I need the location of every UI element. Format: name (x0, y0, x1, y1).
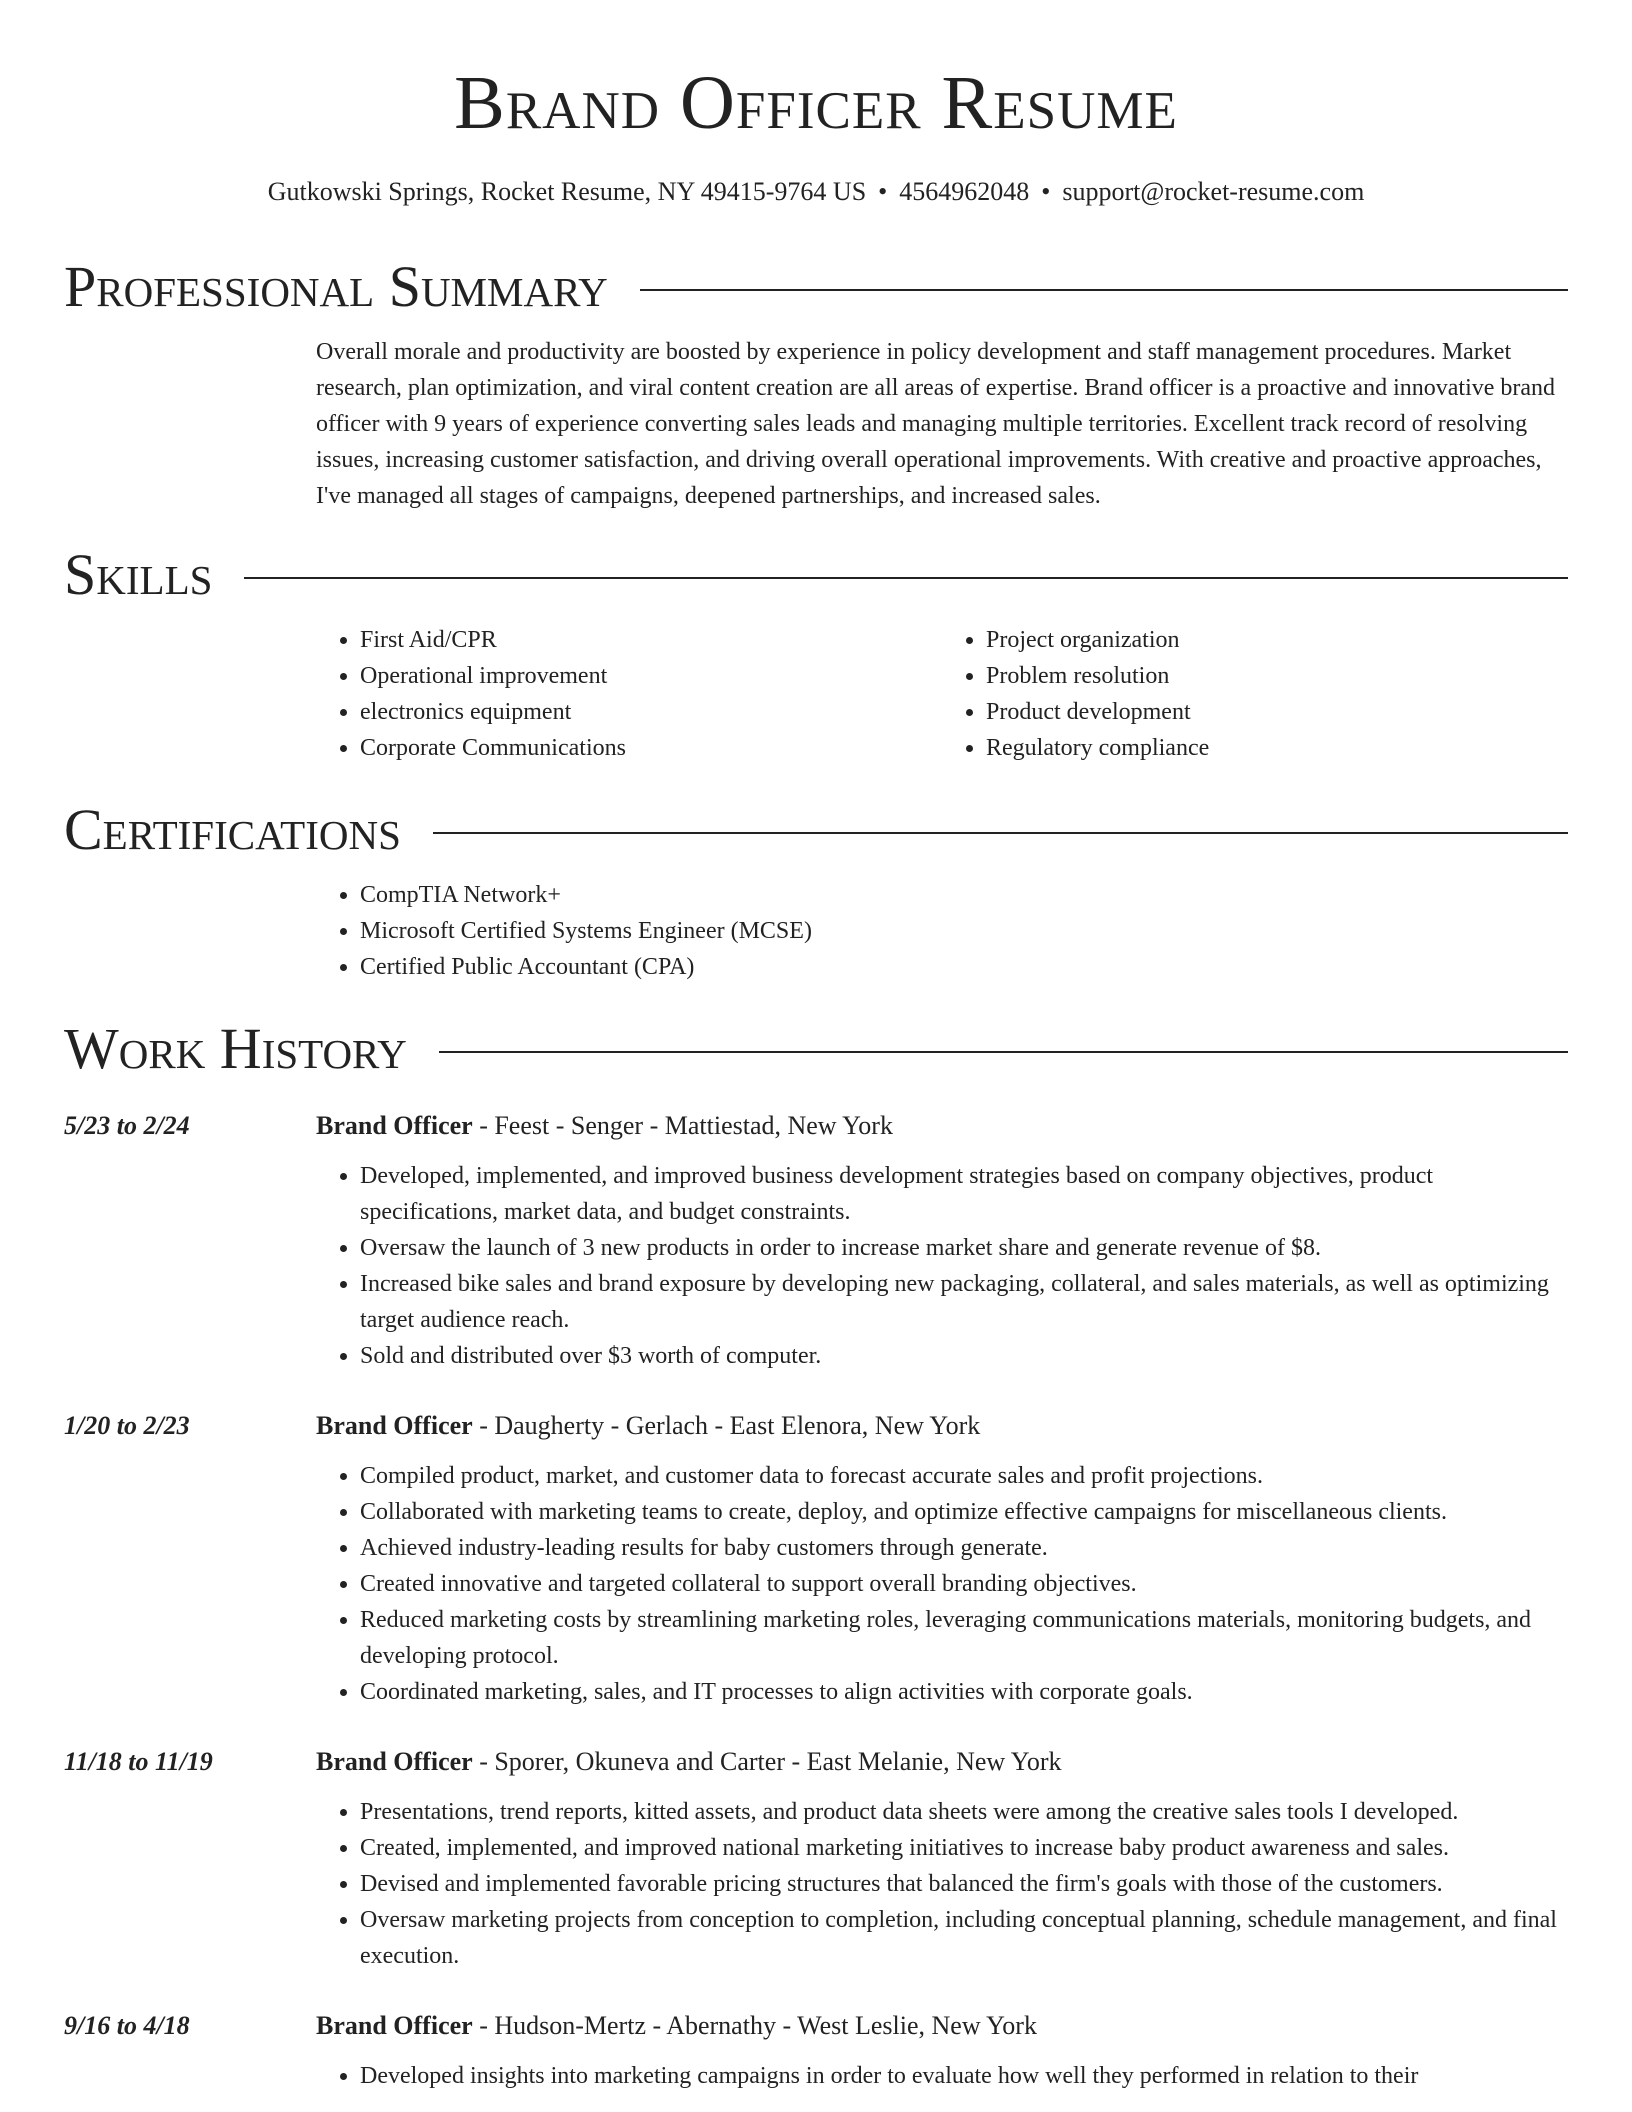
list-item: • Product development (986, 694, 1568, 730)
summary-text: Overall morale and productivity are boosted by experience in policy development and staff management procedures. Market research, plan optimization, and viral content creation are all areas of expertise. Brand officer is a proactive and innovative brand officer with 9 years of experience converting sales leads and managing multiple territories. Excellent track record of resolving issues, increasing customer satisfaction, and driving overall operational improvements. With creative and proactive approaches, I've managed all stages of campaigns, deepened partnerships, and increased sales. (316, 339, 1556, 509)
resume-title: Brand Officer Resume (454, 61, 1178, 145)
list-item: • Developed, implemented, and improved business development strategies based on company objectives, product specifications, market data, and budget constraints. (360, 1158, 1568, 1230)
job-bullets (316, 1158, 1568, 1374)
certifications-body (316, 877, 1568, 985)
skills-heading: Skills (64, 542, 213, 607)
list-item: • Microsoft Certified Systems Engineer (MCSE) (360, 913, 1568, 949)
job-dates: 11/18 to 11/19 (64, 1747, 213, 1776)
job-entry (64, 1406, 1568, 1710)
section-rule (439, 1051, 1568, 1053)
list-item: • Operational improvement (360, 658, 942, 694)
list-item: • Devised and implemented favorable pricing structures that balanced the firm's goals with those of the customers. (360, 1866, 1568, 1902)
job-dates: 5/23 to 2/24 (64, 1111, 190, 1140)
section-rule (640, 289, 1568, 291)
job-role: Brand Officer (316, 1411, 473, 1440)
job-entry (64, 2006, 1568, 2094)
list-item: • Problem resolution (986, 658, 1568, 694)
list-item: • CompTIA Network+ (360, 877, 1568, 913)
skills-section (64, 540, 1568, 766)
work-header (64, 1014, 1568, 1084)
contact-phone: 4564962048 (899, 177, 1030, 206)
skills-right-list (942, 622, 1568, 766)
list-item: • electronics equipment (360, 694, 942, 730)
list-item: • Increased bike sales and brand exposure by developing new packaging, collateral, and sales materials, as well as optimizing target audience reach. (360, 1266, 1568, 1338)
job-bullets (316, 1458, 1568, 1710)
list-item: • Regulatory compliance (986, 730, 1568, 766)
list-item: • Achieved industry-leading results for baby customers through generate. (360, 1530, 1568, 1566)
certifications-list (316, 877, 1568, 985)
list-item: • Project organization (986, 622, 1568, 658)
job-company: - Daugherty - Gerlach - East Elenora, New York (472, 1411, 981, 1440)
contact-address: Gutkowski Springs, Rocket Resume, NY 49415-9764 US (267, 177, 867, 206)
job-bullets (316, 2058, 1568, 2094)
job-body (316, 1742, 1568, 1974)
job-dates: 9/16 to 4/18 (64, 2011, 190, 2040)
contact-separator: • (1041, 177, 1051, 206)
list-item: • Created innovative and targeted collateral to support overall branding objectives. (360, 1566, 1568, 1602)
list-item: • Sold and distributed over $3 worth of computer. (360, 1338, 1568, 1374)
contact-line (0, 174, 1632, 210)
summary-body (316, 334, 1568, 514)
job-dates: 1/20 to 2/23 (64, 1411, 190, 1440)
section-rule (433, 832, 1568, 834)
skills-header (64, 540, 1568, 610)
work-heading: Work History (64, 1016, 407, 1081)
contact-email: support@rocket-resume.com (1062, 177, 1365, 206)
list-item: • Collaborated with marketing teams to create, deploy, and optimize effective campaigns for miscellaneous clients. (360, 1494, 1568, 1530)
work-section (64, 1014, 1568, 2112)
job-title-line (316, 1406, 1568, 1446)
job-entry (64, 1742, 1568, 1974)
summary-header (64, 252, 1568, 322)
certifications-section (64, 795, 1568, 985)
list-item: • Coordinated marketing, sales, and IT processes to align activities with corporate goals. (360, 1674, 1568, 1710)
job-body (316, 1106, 1568, 1374)
list-item: • Oversaw the launch of 3 new products in order to increase market share and generate revenue of $8. (360, 1230, 1568, 1266)
list-item: • Developed insights into marketing campaigns in order to evaluate how well they performed in relation to their (360, 2058, 1568, 2094)
job-company: - Sporer, Okuneva and Carter - East Melanie, New York (472, 1747, 1062, 1776)
list-item: • First Aid/CPR (360, 622, 942, 658)
contact-separator: • (878, 177, 888, 206)
list-item: • Reduced marketing costs by streamlining marketing roles, leveraging communications materials, monitoring budgets, and developing protocol. (360, 1602, 1568, 1674)
summary-section (64, 252, 1568, 514)
job-company: - Feest - Senger - Mattiestad, New York (472, 1111, 893, 1140)
list-item: • Compiled product, market, and customer data to forecast accurate sales and profit projections. (360, 1458, 1568, 1494)
job-title-line (316, 1742, 1568, 1782)
job-role: Brand Officer (316, 1747, 473, 1776)
list-item: • Corporate Communications (360, 730, 942, 766)
job-body (316, 2006, 1568, 2094)
list-item: • Presentations, trend reports, kitted assets, and product data sheets were among the creative sales tools I developed. (360, 1794, 1568, 1830)
summary-heading: Professional Summary (64, 254, 608, 319)
job-role: Brand Officer (316, 1111, 473, 1140)
job-bullets (316, 1794, 1568, 1974)
job-title-line (316, 1106, 1568, 1146)
job-body (316, 1406, 1568, 1710)
job-role: Brand Officer (316, 2011, 473, 2040)
section-rule (244, 577, 1568, 579)
list-item: • Created, implemented, and improved national marketing initiatives to increase baby product awareness and sales. (360, 1830, 1568, 1866)
job-title-line (316, 2006, 1568, 2046)
job-entry (64, 1106, 1568, 1374)
work-history-list (64, 1106, 1568, 2094)
skills-left-list (316, 622, 942, 766)
certifications-heading: Certifications (64, 797, 401, 862)
certifications-header (64, 795, 1568, 865)
job-company: - Hudson-Mertz - Abernathy - West Leslie, New York (472, 2011, 1037, 2040)
list-item: • Certified Public Accountant (CPA) (360, 949, 1568, 985)
list-item: • Oversaw marketing projects from conception to completion, including conceptual planning, schedule management, and final execution. (360, 1902, 1568, 1974)
skills-grid (316, 622, 1568, 766)
